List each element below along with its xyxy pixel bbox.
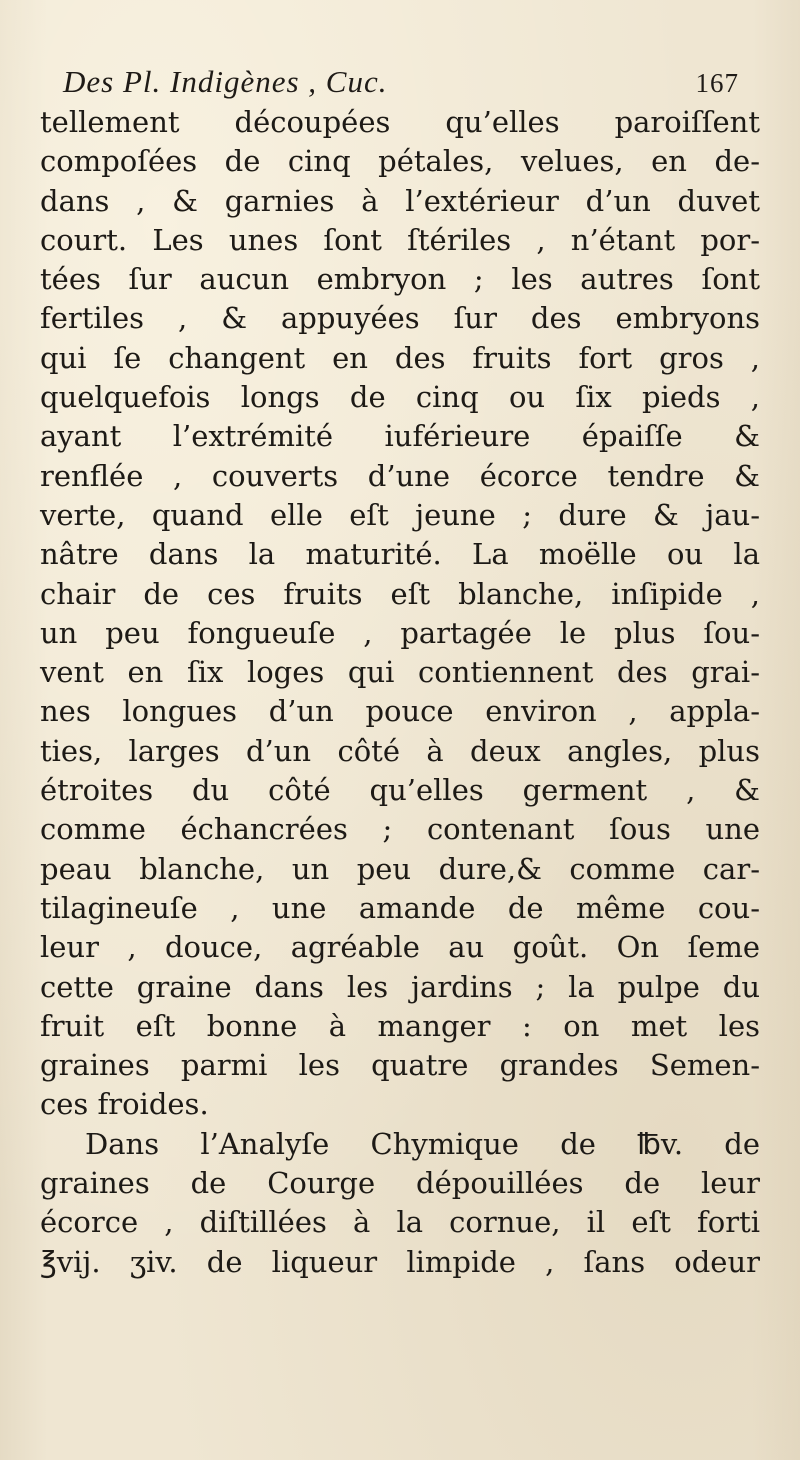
text-line: dans , & garnies à l’extérieur d’un duvet — [40, 183, 760, 218]
text-line: leur , douce, agréable au goût. On ſeme — [40, 930, 760, 965]
text-line: nâtre dans la maturité. La moëlle ou la — [40, 537, 760, 572]
text-line: compoſées de cinq pétales, velues, en de- — [40, 144, 760, 179]
text-line: ℥vij. ʒiv. de liqueur limpide , ſans odeur — [40, 1244, 760, 1279]
text-line: quelquefois longs de cinq ou ſix pieds , — [40, 380, 760, 415]
running-head-title: Des Pl. Indigènes , Cuc. — [63, 64, 388, 99]
text-line: tilagineuſe , une amande de même cou- — [40, 890, 760, 925]
text-line: tellement découpées qu’elles paroiſſent — [40, 105, 760, 139]
text-line: court. Les unes ſont ſtériles , n’étant por- — [40, 222, 760, 257]
page-number: 167 — [695, 68, 739, 98]
text-line: un peu fongueuſe , partagée le plus ſou- — [40, 615, 760, 650]
body-text — [40, 103, 760, 1282]
text-line: étroites du côté qu’elles germent , & — [40, 773, 760, 808]
text-line: ties, larges d’un côté à deux angles, plus — [40, 733, 760, 768]
text-line: renflée , couverts d’une écorce tendre & — [40, 458, 760, 493]
text-line: qui ſe changent en des fruits fort gros , — [40, 340, 760, 375]
text-line: nes longues d’un pouce environ , appla- — [40, 694, 760, 729]
text-line: fruit eſt bonne à manger : on met les — [40, 1008, 760, 1043]
text-line: verte, quand elle eſt jeune ; dure & jau- — [40, 497, 760, 532]
text-line: ces froides. — [40, 1087, 209, 1122]
running-head — [63, 64, 743, 100]
text-line: chair de ces fruits eſt blanche, inſipide , — [40, 576, 760, 611]
text-line: comme échancrées ; contenant ſous une — [40, 812, 760, 847]
text-line: graines parmi les quatre grandes Semen- — [40, 1048, 760, 1083]
text-line: fertiles , & appuyées ſur des embryons — [40, 301, 760, 336]
text-line: peau blanche, un peu dure,& comme car- — [40, 851, 760, 886]
text-line: tées ſur aucun embryon ; les autres ſont — [40, 262, 760, 297]
text-line: ayant l’extrémité iuférieure épaiſſe & — [40, 419, 760, 454]
text-line: écorce , diſtillées à la cornue, il eſt forti — [40, 1205, 760, 1240]
paragraph-start-line: Dans l’Analyſe Chymique de ℔v. de — [85, 1126, 760, 1161]
text-line: cette graine dans les jardins ; la pulpe du — [40, 969, 760, 1004]
text-line: graines de Courge dépouillées de leur — [40, 1166, 760, 1201]
text-line: vent en ſix loges qui contiennent des grai- — [40, 655, 760, 690]
